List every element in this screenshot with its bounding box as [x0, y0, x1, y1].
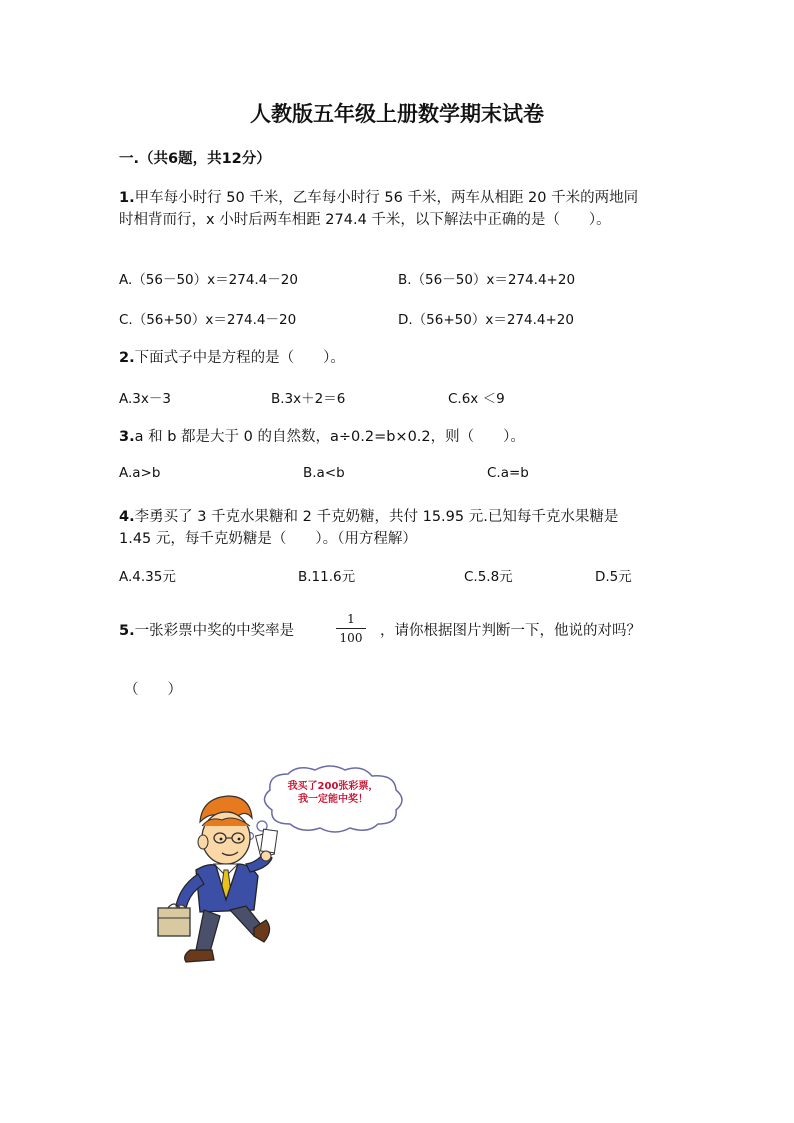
option-b: B.a<b: [303, 465, 345, 481]
question-5-prefix: [119, 619, 294, 640]
question-4-line-2: 1.45 元，每千克奶糖是（ ）。（用方程解）: [119, 531, 417, 547]
question-text: 李勇买了 3 千克水果糖和 2 千克奶糖，共付 15.95 元.已知每千克水果糖是: [134, 509, 619, 525]
option-d: D.（56+50）x＝274.4+20: [398, 312, 574, 328]
option-c: C.（56+50）x＝274.4－20: [119, 312, 297, 328]
question-text: 甲车每小时行 50 千米，乙车每小时行 56 千米，两车从相距 20 千米的两地同: [134, 190, 639, 206]
fraction-bar: [336, 628, 366, 629]
fraction-numerator: 1: [347, 612, 355, 626]
option-a: A.4.35元: [119, 569, 176, 585]
question-number: 5.: [119, 623, 135, 639]
question-text: a 和 b 都是大于 0 的自然数，a÷0.2=b×0.2，则（ ）。: [134, 429, 525, 445]
option-d: D.5元: [595, 569, 632, 585]
option-b: B.3x＋2＝6: [271, 391, 346, 407]
bubble-line-1: 我买了200张彩票，: [287, 781, 379, 792]
cartoon-man-icon: [158, 796, 277, 962]
option-b: B.11.6元: [298, 569, 356, 585]
question-number: 2.: [119, 350, 135, 366]
question-1-line-2: 时相背而行，x 小时后两车相距 274.4 千米，以下解法中正确的是（ ）。: [119, 212, 611, 228]
section-heading: 一.（共6题，共12分）: [119, 151, 271, 167]
bubble-text: [272, 780, 394, 806]
option-a: A.a>b: [119, 465, 161, 481]
question-1-line-1: [119, 186, 638, 207]
option-c: C.6x ＜9: [448, 391, 505, 407]
answer-blank: （ ）: [124, 682, 182, 698]
question-5-suffix: ，请你根据图片判断一下，他说的对吗？: [380, 623, 641, 639]
fraction: [336, 612, 366, 645]
question-number: 1.: [119, 190, 135, 206]
bubble-line-2: 我一定能中奖！: [298, 794, 368, 805]
option-b: B.（56－50）x＝274.4+20: [398, 272, 576, 288]
question-text: 下面式子中是方程的是（ ）。: [134, 350, 345, 366]
option-c: C.a=b: [487, 465, 529, 481]
page-title: 人教版五年级上册数学期末试卷: [250, 101, 544, 126]
option-c: C.5.8元: [464, 569, 513, 585]
question-text: 一张彩票中奖的中奖率是: [134, 623, 295, 639]
option-a: A.（56－50）x＝274.4－20: [119, 272, 298, 288]
question-3: [119, 425, 525, 446]
question-number: 4.: [119, 509, 135, 525]
question-number: 3.: [119, 429, 135, 445]
illustration: [150, 760, 420, 975]
option-a: A.3x－3: [119, 391, 171, 407]
fraction-denominator: 100: [339, 631, 363, 645]
question-2: [119, 346, 345, 367]
question-4-line-1: [119, 505, 618, 526]
